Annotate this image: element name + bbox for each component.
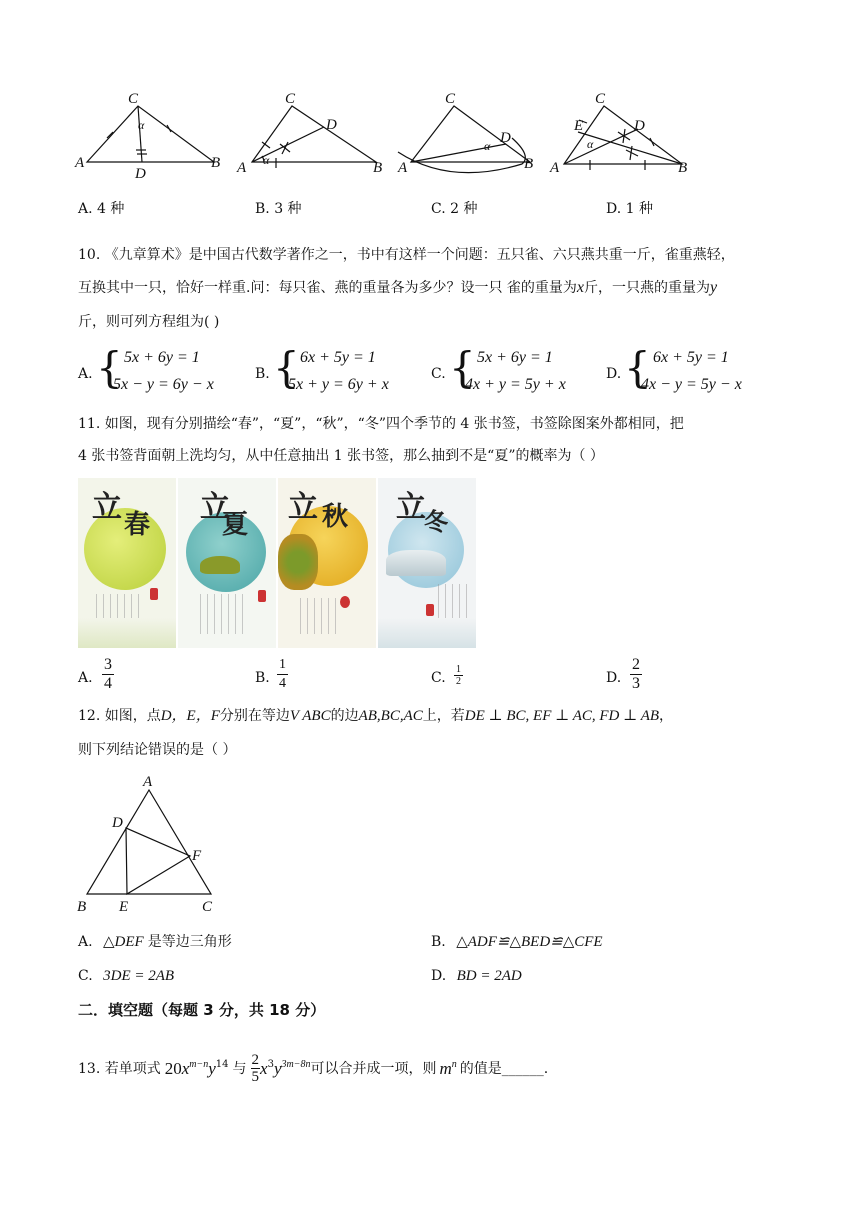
q9-fig3-label-alpha: α [484, 139, 491, 153]
q9-figure-1 [87, 106, 214, 162]
summer-season-char: 夏 [222, 510, 249, 540]
section-2-heading: 二．填空题（每题 3 分，共 18 分） [78, 1001, 326, 1019]
q12-line-2: 则下列结论错误的是（ ） [78, 742, 237, 758]
q10-option-d-eq1: 6x + 5y = 1 [653, 349, 729, 366]
q12-option-b-letter: B. [431, 934, 446, 950]
q10-option-c-eq2: 4x + y = 5y + x [465, 376, 566, 393]
q9-option-b-letter: B. [255, 201, 270, 217]
q10-line-2b: 斤，一只燕的重量为 [584, 280, 711, 296]
q11-option-b-num: 1 [277, 656, 288, 675]
q12-option-b [431, 932, 603, 952]
winter-li-char: 立 [396, 490, 426, 525]
q9-fig4-label-e: E [574, 118, 584, 134]
q9-fig4-label-d: D [634, 118, 645, 134]
spring-li-char: 立 [92, 490, 122, 525]
q9-fig2-label-alpha: α [263, 153, 270, 167]
q9-fig2-label-c: C [285, 91, 296, 107]
q12-option-b-math: △ADF≌△BED≌△CFE [456, 934, 603, 950]
q12-option-a-text: 是等边三角形 [147, 934, 232, 950]
spring-bottom-wash-icon [78, 618, 176, 648]
q13-line [78, 1052, 548, 1085]
q11-option-d-fraction [630, 656, 642, 693]
q10-option-b-eq1: 6x + 5y = 1 [300, 349, 376, 366]
q12-label-d: D [112, 815, 123, 831]
q11-option-a-fraction [102, 656, 114, 693]
q12-option-d-math: BD = 2AD [456, 968, 522, 984]
q9-option-d-letter: D. [606, 201, 622, 217]
q12-line-1g: 上，若 [422, 708, 465, 724]
q12-line-1 [78, 706, 673, 726]
q9-option-d [606, 199, 653, 219]
q11-option-c-letter: C. [431, 670, 446, 686]
q10-option-a-eq1: 5x + 6y = 1 [124, 349, 200, 366]
q9-fig4-label-c: C [595, 91, 606, 107]
q9-option-b [255, 199, 302, 219]
q12-option-c [78, 966, 174, 986]
q11-option-d-num: 2 [632, 656, 640, 673]
q9-figures [70, 86, 710, 186]
q10-option-d-brace: { [624, 343, 651, 392]
q12-points: D，E，F [160, 708, 220, 724]
q11-line-2: 4 张书签背面朝上洗均匀，从中任意抽出 1 张书签，那么抽到不是“夏”的概率为（ ） [78, 448, 604, 464]
q9-option-a-text: 4 种 [97, 201, 125, 217]
q11-option-b-den: 4 [279, 676, 286, 691]
q10-option-d-letter: D. [606, 366, 622, 382]
q12-label-e: E [119, 899, 129, 915]
q9-fig3-label-d: D [500, 130, 511, 146]
q9-option-d-text: 1 种 [625, 201, 653, 217]
q9-fig1-label-alpha: α [138, 118, 145, 132]
q12-line-1c: 分别在等边 [219, 708, 290, 724]
q12-label-a: A [143, 774, 153, 790]
q13-m-exp: n [451, 1058, 457, 1070]
q10-line-2a: 互换其中一只，恰好一样重.问：每只雀、燕的重量各为多少？设一只 雀的重量为 [78, 280, 577, 296]
q13-y1-exp: 14 [215, 1058, 229, 1070]
q13-frac-num: 2 [251, 1052, 260, 1068]
q9-fig2-label-b: B [373, 160, 383, 176]
q13-x2-exp: 3 [267, 1058, 274, 1070]
summer-text-lines-icon [200, 594, 244, 634]
q13-x1-exp: m−n [189, 1058, 209, 1070]
q12-label-b: B [77, 899, 87, 915]
season-card-spring [78, 478, 176, 648]
q11-option-d-den: 3 [632, 675, 640, 692]
q9-fig3-label-c: C [445, 91, 456, 107]
q11-option-b-fraction [277, 656, 288, 693]
q9-fig1-label-c: C [128, 91, 139, 107]
q10-var-y: y [710, 279, 718, 296]
q12-option-d-letter: D. [431, 968, 447, 984]
q10-option-c-brace: { [449, 343, 476, 392]
q13-y1: y [208, 1058, 216, 1078]
q12-label-c: C [202, 899, 213, 915]
q9-fig3-label-a: A [398, 160, 408, 176]
q10-line-1: 10. 《九章算术》是中国古代数学著作之一，书中有这样一个问题：五只雀、六只燕共重一斤，雀重燕轻， [78, 247, 735, 263]
q9-option-c [431, 199, 477, 219]
q11-option-d-letter: D. [606, 670, 622, 686]
q12-option-d [431, 966, 522, 986]
autumn-seal-icon [340, 596, 350, 608]
q10-option-a-letter: A. [78, 366, 93, 382]
q11-option-c-fraction [454, 664, 463, 687]
q12-line-1e: 的边 [330, 708, 359, 724]
winter-seal-icon [426, 604, 434, 616]
q10-option-a-eq2: 5x − y = 6y − x [113, 376, 214, 393]
q9-figure-4 [564, 106, 682, 170]
q9-fig4-label-a: A [550, 160, 560, 176]
q9-option-c-text: 2 种 [450, 201, 478, 217]
spring-seal-icon [150, 588, 158, 600]
q10-option-c-letter: C. [431, 366, 446, 382]
q12-option-a-letter: A. [78, 934, 93, 950]
q10-option-a-brace: { [96, 343, 123, 392]
q10-option-b-letter: B. [255, 366, 270, 382]
q12-line-1a: 12. 如图，点 [78, 708, 161, 724]
q10-option-b-brace: { [273, 343, 300, 392]
q13-y2-exp: 3m−8n [281, 1058, 311, 1070]
season-card-autumn [278, 478, 376, 648]
q11-option-c-num: 1 [456, 664, 461, 675]
q13-suffix-2: 的值是______. [459, 1060, 549, 1077]
q13-x1: x [181, 1058, 190, 1078]
season-card-winter [378, 478, 476, 648]
autumn-leaves-icon [278, 534, 318, 590]
q11-option-c-den: 2 [456, 676, 461, 687]
summer-seal-icon [258, 590, 266, 602]
autumn-season-char: 秋 [322, 502, 349, 532]
q9-option-c-letter: C. [431, 201, 446, 217]
q11-option-b-letter: B. [255, 670, 270, 686]
autumn-text-lines-icon [300, 598, 340, 634]
q10-line-2 [78, 278, 717, 298]
winter-snow-trees-icon [386, 550, 446, 576]
q12-option-a [78, 932, 232, 952]
winter-bottom-wash-icon [378, 618, 476, 648]
q9-fig1-label-b: B [211, 155, 221, 171]
q12-line-1i: ， [659, 708, 674, 724]
summer-li-char: 立 [200, 490, 230, 525]
q10-option-b-eq2: 5x + y = 6y + x [288, 376, 389, 393]
q12-sides: AB,BC,AC [358, 708, 423, 724]
winter-season-char: 冬 [424, 507, 448, 536]
autumn-li-char: 立 [288, 490, 318, 525]
q12-perp-conditions: DE ⊥ BC, EF ⊥ AC, FD ⊥ AB [464, 708, 660, 724]
q11-option-a-den: 4 [104, 675, 112, 692]
q13-suffix-1: 可以合并成一项，则 [310, 1060, 437, 1077]
q13-m: m [439, 1058, 452, 1078]
summer-lotus-icon [200, 556, 240, 574]
q11-option-a-num: 3 [104, 656, 112, 673]
q12-figure [70, 770, 230, 920]
q9-fig4-label-alpha: α [587, 137, 594, 151]
season-card-summer [178, 478, 276, 648]
q9-fig1-label-a: A [75, 155, 85, 171]
q9-fig3-label-b: B [524, 156, 534, 172]
q13-x2: x [260, 1058, 268, 1078]
q12-option-c-math: 3DE = 2AB [103, 968, 175, 984]
q9-fig1-label-d: D [135, 166, 146, 182]
q9-fig4-label-b: B [678, 160, 688, 176]
q9-fig2-label-d: D [326, 117, 337, 133]
q12-label-f: F [192, 848, 202, 864]
q11-line-1: 11. 如图，现有分别描绘“春”，“夏”，“秋”，“冬”四个季节的 4 张书签，书签除图案外都相同，把 [78, 416, 684, 432]
q13-frac-den: 5 [251, 1069, 260, 1085]
q9-option-b-text: 3 种 [274, 201, 302, 217]
q13-y2: y [273, 1058, 282, 1078]
q10-option-c-eq1: 5x + 6y = 1 [477, 349, 553, 366]
q9-option-a [78, 199, 124, 219]
q10-line-3: 斤，则可列方程组为( ) [78, 314, 220, 330]
q13-prefix: 13. 若单项式 [78, 1060, 161, 1077]
q10-option-d-eq2: 4x − y = 5y − x [641, 376, 742, 393]
q11-option-a-letter: A. [78, 670, 93, 686]
q12-triangle: V ABC [289, 708, 331, 724]
q9-figure-2 [252, 106, 376, 168]
q13-mid: 与 [232, 1060, 247, 1077]
q12-option-c-letter: C. [78, 968, 93, 984]
q12-option-a-math: △DEF [103, 934, 144, 950]
q9-fig2-label-a: A [237, 160, 247, 176]
q10-var-x: x [576, 279, 585, 296]
q13-coef: 20 [164, 1058, 182, 1078]
spring-season-char: 春 [124, 510, 151, 540]
q9-option-a-letter: A. [78, 201, 93, 217]
q13-fraction [251, 1052, 261, 1085]
